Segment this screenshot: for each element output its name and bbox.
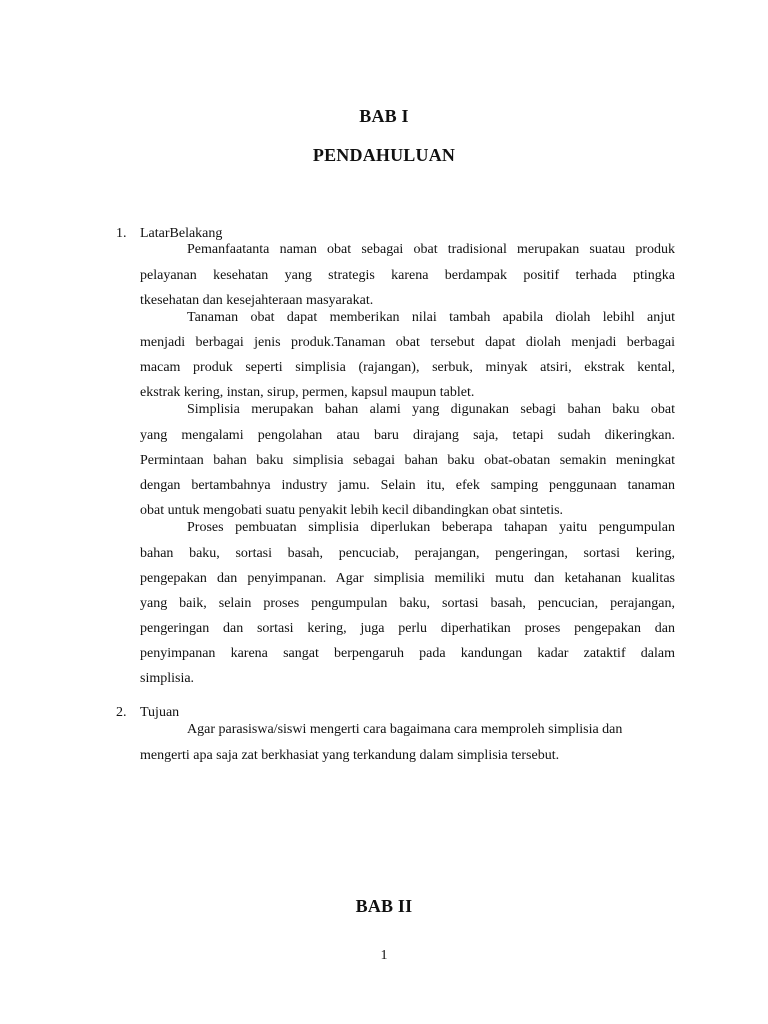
section-number: 2. [116, 705, 127, 720]
paragraph-line: bahan baku, sortasi basah, pencuciab, perajangan, pengeringan, sortasi kering, [140, 546, 675, 561]
section-number: 1. [116, 226, 127, 241]
paragraph-line: yang mengalami pengolahan atau baru dirajang saja, tetapi sudah dikeringkan. [140, 428, 675, 443]
paragraph-line: pengepakan dan penyimpanan. Agar simplisia memiliki mutu dan ketahanan kualitas [140, 571, 675, 586]
paragraph-line: tkesehatan dan kesejahteraan masyarakat. [140, 293, 374, 308]
paragraph-line: obat untuk mengobati suatu penyakit lebih kecil dibandingkan obat sintetis. [140, 503, 564, 518]
paragraph-line: macam produk seperti simplisia (rajangan), serbuk, minyak atsiri, ekstrak kental, [140, 360, 675, 375]
paragraph-line: Agar parasiswa/siswi mengerti cara bagaimana cara memproleh simplisia dan [187, 722, 623, 737]
paragraph-line: simplisia. [140, 671, 195, 686]
paragraph-line: pelayanan kesehatan yang strategis karena berdampak positif terhada ptingka [140, 268, 675, 283]
chapter-label: BAB I [359, 106, 409, 126]
section-title: Tujuan [140, 705, 180, 720]
paragraph-line: Permintaan bahan baku simplisia sebagai bahan baku obat-obatan semakin meningkat [140, 453, 675, 468]
paragraph-line: mengerti apa saja zat berkhasiat yang terkandung dalam simplisia tersebut. [140, 748, 560, 763]
page-number: 1 [380, 948, 388, 963]
paragraph-line: Tanaman obat dapat memberikan nilai tambah apabila diolah lebihl anjut [187, 310, 675, 325]
paragraph-line: Simplisia merupakan bahan alami yang digunakan sebagi bahan baku obat [187, 402, 675, 417]
chapter-title: PENDAHULUAN [312, 145, 456, 165]
paragraph-line: penyimpanan karena sangat berpengaruh pada kandungan kadar zataktif dalam [140, 646, 675, 661]
paragraph-line: yang baik, selain proses pengumpulan baku, sortasi basah, pencucian, perajangan, [140, 596, 675, 611]
paragraph-line: ekstrak kering, instan, sirup, permen, kapsul maupun tablet. [140, 385, 475, 400]
paragraph-line: pengeringan dan sortasi kering, juga perlu diperhatikan proses pengepakan dan [140, 621, 675, 636]
paragraph-line: Pemanfaatanta naman obat sebagai obat tradisional merupakan suatau produk [187, 242, 675, 257]
chapter-label: BAB II [355, 896, 413, 916]
paragraph-line: Proses pembuatan simplisia diperlukan beberapa tahapan yaitu pengumpulan [187, 520, 675, 535]
section-title: LatarBelakang [140, 226, 223, 241]
paragraph-line: menjadi berbagai jenis produk.Tanaman obat tersebut dapat diolah menjadi berbagai [140, 335, 675, 350]
paragraph-line: dengan bertambahnya industry jamu. Selain itu, efek samping penggunaan tanaman [140, 478, 675, 493]
